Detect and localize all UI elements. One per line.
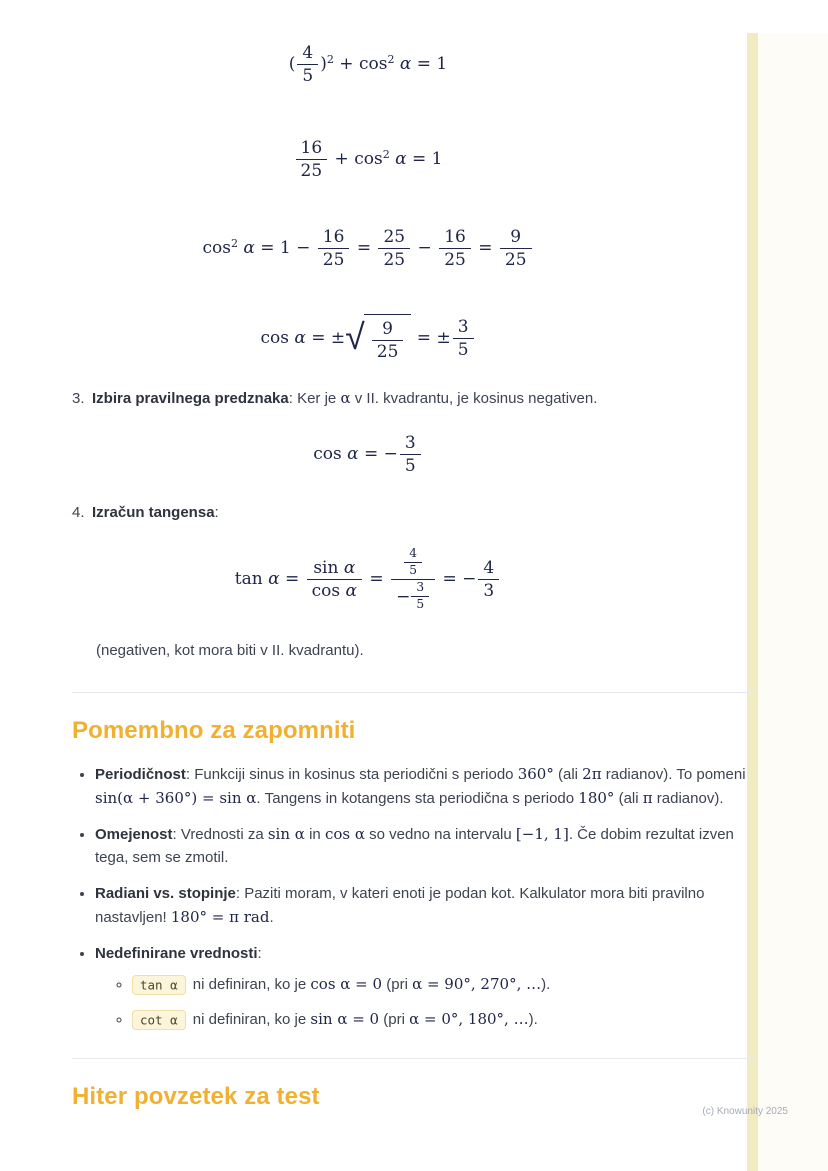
copyright-notice: (c) Knowunity 2025	[702, 1106, 788, 1117]
section-title-important: Pomembno za zapomniti	[72, 717, 356, 745]
undefined-values-sublist	[95, 971, 756, 1034]
inline-math-alpha: α	[340, 388, 351, 407]
inline-math: cos α = 0	[310, 975, 383, 993]
bullet-text: ).	[528, 1011, 538, 1029]
bullet-text: : Paziti moram, v kateri enoti je podan kot. Kalkulator mora biti pravilno nastavljen!	[95, 885, 709, 926]
step-text-part: :	[214, 504, 219, 522]
bullet-text: (pri	[379, 1011, 410, 1029]
inline-math: π	[642, 788, 653, 807]
sub-bullet-tan	[132, 971, 756, 998]
inline-math: sin α = 0	[310, 1010, 380, 1029]
bullet-text: (pri	[382, 976, 413, 993]
code-chip-cot: cot α	[132, 1010, 186, 1030]
bullet-label: Periodičnost	[95, 766, 186, 784]
bullet-text: radianov). To pomeni	[601, 766, 750, 784]
bullet-text: (ali	[553, 766, 583, 784]
section-divider	[72, 692, 756, 693]
step-number: 3.	[72, 389, 85, 407]
code-chip-tan: tan α	[132, 975, 186, 995]
bullet-text: :	[257, 944, 262, 962]
bullet-omejenost	[95, 823, 756, 870]
section-title-summary: Hiter povzetek za test	[72, 1082, 320, 1110]
step-item-3	[72, 387, 756, 410]
step-label: Izračun tangensa	[92, 504, 215, 522]
bullet-label: Nedefinirane vrednosti	[95, 944, 258, 962]
bullet-text: . Tangens in kotangens sta periodična s periodo	[256, 789, 579, 807]
important-bullet-list	[72, 763, 756, 1033]
step-text-part: : Ker je	[288, 389, 341, 407]
step-number: 4.	[72, 504, 85, 522]
bullet-label: Radiani vs. stopinje	[95, 885, 236, 903]
inline-math: sin α	[267, 824, 305, 843]
equation-sixteen-twentyfifths: $\frac{16}{25}$ + $\cos^2 \alpha = 1$	[72, 137, 664, 182]
inline-math: [−1, 1]	[515, 824, 569, 843]
equation-cos-sqrt: cos α = ± √ $\frac{9}{25}$ = ± $\frac{3}{5}$	[72, 314, 664, 363]
step-label: Izbira pravilnega predznaka	[92, 389, 289, 407]
bullet-text: so vedno na intervalu	[364, 825, 516, 843]
equation-cos-squared: $\cos^2 \alpha = 1$ − $\frac{16}{25}$ = $\frac{25}{25}$ − $\frac{16}{25}$ = $\frac{9}{25}$	[72, 226, 664, 271]
bullet-text: : Funkciji sinus in kosinus sta periodični s periodo	[185, 766, 518, 784]
step-text-part: v II. kvadrantu, je kosinus negativen.	[350, 389, 598, 407]
bullet-radiani-stopinje	[95, 882, 756, 929]
equation-pythagorean-substituted: ( $\frac{4}{5}$ )$^2 + \cos^2 \alpha = 1$	[288, 43, 448, 87]
step-item-4	[72, 501, 756, 524]
bullet-text: ni definiran, ko je	[188, 976, 311, 993]
inline-math: α = 0°, 180°, …	[409, 1010, 529, 1029]
bullet-text: : Vrednosti za	[172, 825, 268, 843]
bullet-text: . Če dobim rezultat izven tega, sem se zmotil.	[95, 825, 739, 866]
inline-math: 180° = π rad	[170, 907, 270, 926]
content-column	[72, 42, 756, 1111]
equation-cos-result: cos α = − $\frac{3}{5}$	[72, 432, 664, 477]
page-edge-background	[758, 33, 828, 1171]
inline-math: 360°	[517, 765, 554, 784]
bullet-periodicnost	[95, 763, 756, 810]
inline-math: 180°	[578, 788, 615, 807]
bullet-text: ni definiran, ko je	[188, 1011, 311, 1029]
inline-math: α = 90°, 270°, …	[412, 975, 542, 993]
inline-math: sin(α + 360°) = sin α	[95, 788, 257, 807]
bullet-text: in	[304, 825, 325, 843]
inline-math: cos α	[324, 824, 365, 843]
inline-math: 2π	[582, 765, 602, 784]
sub-bullet-cot	[132, 1006, 756, 1033]
bullet-nedefinirane	[95, 942, 756, 1034]
bullet-label: Omejenost	[95, 825, 173, 843]
bullet-text: (ali	[614, 789, 643, 807]
bullet-text: ).	[541, 976, 551, 993]
bullet-text: .	[269, 908, 274, 926]
section-divider	[72, 1058, 756, 1059]
step-note: (negativen, kot mora biti v II. kvadrantu).	[96, 642, 364, 659]
equation-tan-result: tan α = sin α cos α = $\frac{4}{5}$ − $\frac{3}{5}$ = − $\frac{4}{3}$	[72, 546, 664, 613]
bullet-text: radianov).	[652, 789, 724, 807]
